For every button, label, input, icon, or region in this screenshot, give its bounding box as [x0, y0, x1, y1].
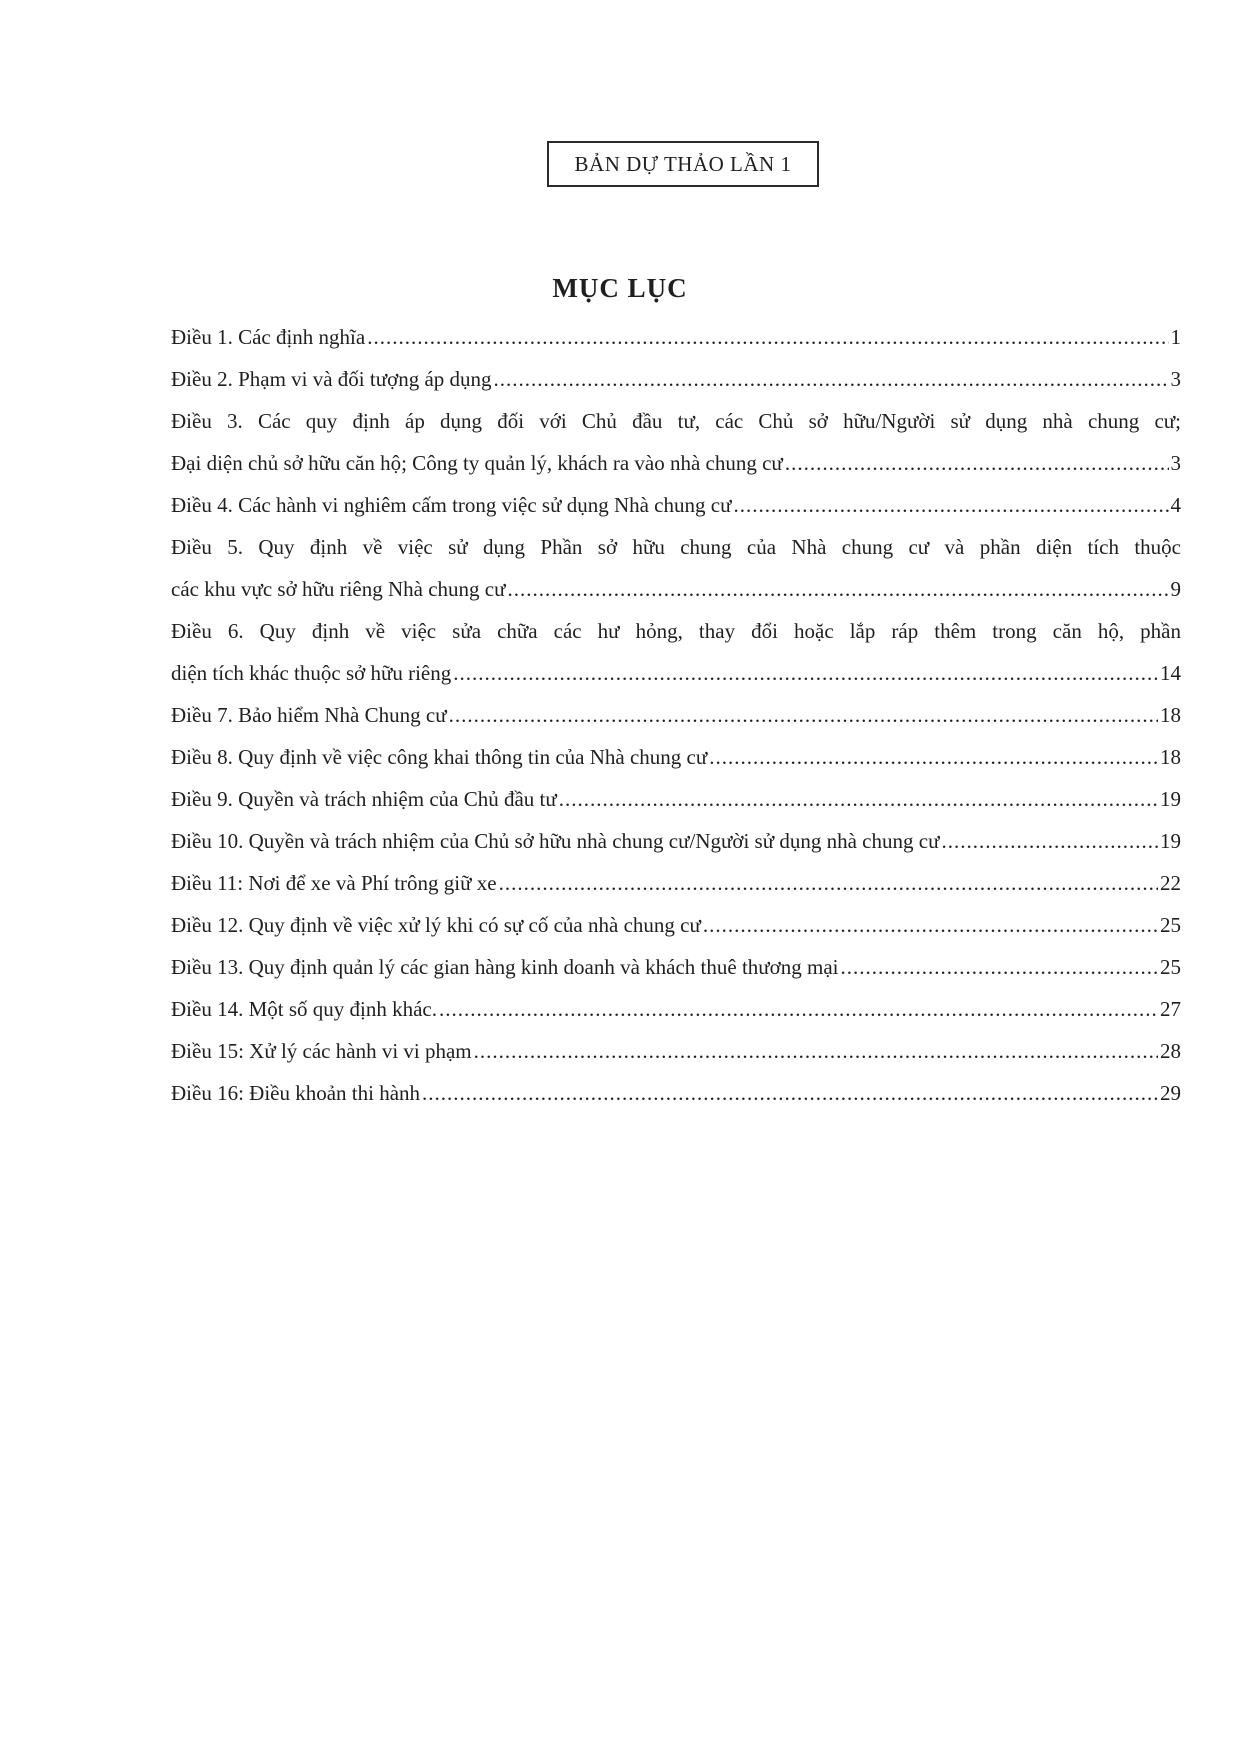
- toc-page-number: 19: [1160, 829, 1181, 853]
- toc-dot-leader: [733, 484, 1168, 526]
- toc-entry-last-line: [171, 1030, 1181, 1072]
- toc-entry[interactable]: [171, 694, 1181, 736]
- toc-dot-leader: [494, 358, 1169, 400]
- toc-entry-text: các khu vực sở hữu riêng Nhà chung cư: [171, 577, 506, 601]
- toc-entry[interactable]: [171, 862, 1181, 904]
- toc-entry[interactable]: [171, 946, 1181, 988]
- toc-page-number: 28: [1160, 1039, 1181, 1063]
- draft-label-box: [547, 141, 819, 187]
- toc-entry-text: Điều 13. Quy định quản lý các gian hàng kinh doanh và khách thuê thương mại: [171, 955, 839, 979]
- toc-entry[interactable]: [171, 1030, 1181, 1072]
- toc-entry-last-line: [171, 904, 1181, 946]
- toc-page-number: 3: [1170, 451, 1181, 475]
- toc-page-number: 18: [1160, 745, 1181, 769]
- toc-entry[interactable]: [171, 1072, 1181, 1114]
- toc-entry-last-line: [171, 568, 1181, 610]
- toc-entry[interactable]: [171, 316, 1181, 358]
- toc-entry-text: Điều 11: Nơi để xe và Phí trông giữ xe: [171, 871, 497, 895]
- toc-page-number: 18: [1160, 703, 1181, 727]
- toc-entry-text: Điều 1. Các định nghĩa: [171, 325, 366, 349]
- toc-dot-leader: [703, 904, 1158, 946]
- toc-dot-leader: [453, 652, 1158, 694]
- toc-dot-leader: [709, 736, 1158, 778]
- toc-page-number: 25: [1160, 955, 1181, 979]
- toc-entry[interactable]: [171, 358, 1181, 400]
- toc-entry-text: Điều 5. Quy định về việc sử dụng Phần sở hữu chung của Nhà chung cư và phần diện tích thuộc: [171, 535, 1181, 559]
- toc-entry-text: Điều 10. Quyền và trách nhiệm của Chủ sở hữu nhà chung cư/Người sử dụng nhà chung cư: [171, 829, 940, 853]
- toc-entry-text: Điều 2. Phạm vi và đối tượng áp dụng: [171, 367, 492, 391]
- toc-dot-leader: [367, 316, 1168, 358]
- toc-page-number: 14: [1160, 661, 1181, 685]
- toc-entry[interactable]: [171, 400, 1181, 484]
- toc-dot-leader: [559, 778, 1158, 820]
- toc-entry-last-line: [171, 694, 1181, 736]
- toc-dot-leader: [439, 988, 1158, 1030]
- toc-entry-text: Điều 15: Xử lý các hành vi vi phạm: [171, 1039, 472, 1063]
- toc-page-number: 29: [1160, 1081, 1181, 1105]
- toc-entry-last-line: [171, 736, 1181, 778]
- toc-page-number: 4: [1170, 493, 1181, 517]
- toc-dot-leader: [499, 862, 1158, 904]
- toc-entry-text: Điều 8. Quy định về việc công khai thông tin của Nhà chung cư: [171, 745, 708, 769]
- toc-entry-line: [171, 526, 1181, 568]
- toc-entry-text: Điều 14. Một số quy định khác.: [171, 997, 437, 1021]
- toc-entry[interactable]: [171, 736, 1181, 778]
- toc-dot-leader: [507, 568, 1168, 610]
- toc-page-number: 25: [1160, 913, 1181, 937]
- toc-page-number: 1: [1170, 325, 1181, 349]
- toc-page-number: 3: [1170, 367, 1181, 391]
- toc-dot-leader: [474, 1030, 1158, 1072]
- toc-entry[interactable]: [171, 484, 1181, 526]
- draft-label: BẢN DỰ THẢO LẦN 1: [574, 151, 792, 176]
- toc-page-number: 22: [1160, 871, 1181, 895]
- toc-entry-last-line: [171, 778, 1181, 820]
- toc-entry-last-line: [171, 358, 1181, 400]
- toc-page-number: 9: [1170, 577, 1181, 601]
- toc-entry[interactable]: [171, 610, 1181, 694]
- toc-entry-last-line: [171, 988, 1181, 1030]
- toc-entry-text: diện tích khác thuộc sở hữu riêng: [171, 661, 452, 685]
- toc-dot-leader: [941, 820, 1158, 862]
- toc-entry[interactable]: [171, 526, 1181, 610]
- toc-title: MỤC LỤC: [552, 273, 688, 303]
- toc-entry[interactable]: [171, 778, 1181, 820]
- toc-entry-last-line: [171, 1072, 1181, 1114]
- toc-dot-leader: [841, 946, 1159, 988]
- toc-dot-leader: [785, 442, 1169, 484]
- toc-entry-text: Đại diện chủ sở hữu căn hộ; Công ty quản lý, khách ra vào nhà chung cư: [171, 451, 783, 475]
- toc-entry-text: Điều 3. Các quy định áp dụng đối với Chủ đầu tư, các Chủ sở hữu/Người sử dụng nhà chung cư;: [171, 409, 1181, 433]
- toc-entry-last-line: [171, 442, 1181, 484]
- toc-entry-text: Điều 12. Quy định về việc xử lý khi có sự cố của nhà chung cư: [171, 913, 701, 937]
- toc-entry-last-line: [171, 484, 1181, 526]
- table-of-contents: [171, 316, 1181, 1114]
- toc-entry-text: Điều 6. Quy định về việc sửa chữa các hư hỏng, thay đổi hoặc lắp ráp thêm trong căn hộ, phần: [171, 619, 1181, 643]
- toc-dot-leader: [422, 1072, 1158, 1114]
- toc-entry-text: Điều 9. Quyền và trách nhiệm của Chủ đầu tư: [171, 787, 557, 811]
- toc-entry[interactable]: [171, 820, 1181, 862]
- toc-entry-last-line: [171, 946, 1181, 988]
- toc-entry-last-line: [171, 316, 1181, 358]
- toc-entry-text: Điều 16: Điều khoản thi hành: [171, 1081, 421, 1105]
- toc-entry[interactable]: [171, 988, 1181, 1030]
- toc-entry-last-line: [171, 652, 1181, 694]
- toc-entry[interactable]: [171, 904, 1181, 946]
- toc-entry-text: Điều 7. Bảo hiểm Nhà Chung cư: [171, 703, 447, 727]
- toc-page-number: 19: [1160, 787, 1181, 811]
- toc-entry-last-line: [171, 862, 1181, 904]
- toc-entry-last-line: [171, 820, 1181, 862]
- toc-entry-text: Điều 4. Các hành vi nghiêm cấm trong việc sử dụng Nhà chung cư: [171, 493, 732, 517]
- toc-entry-line: [171, 400, 1181, 442]
- toc-dot-leader: [449, 694, 1158, 736]
- toc-entry-line: [171, 610, 1181, 652]
- toc-page-number: 27: [1160, 997, 1181, 1021]
